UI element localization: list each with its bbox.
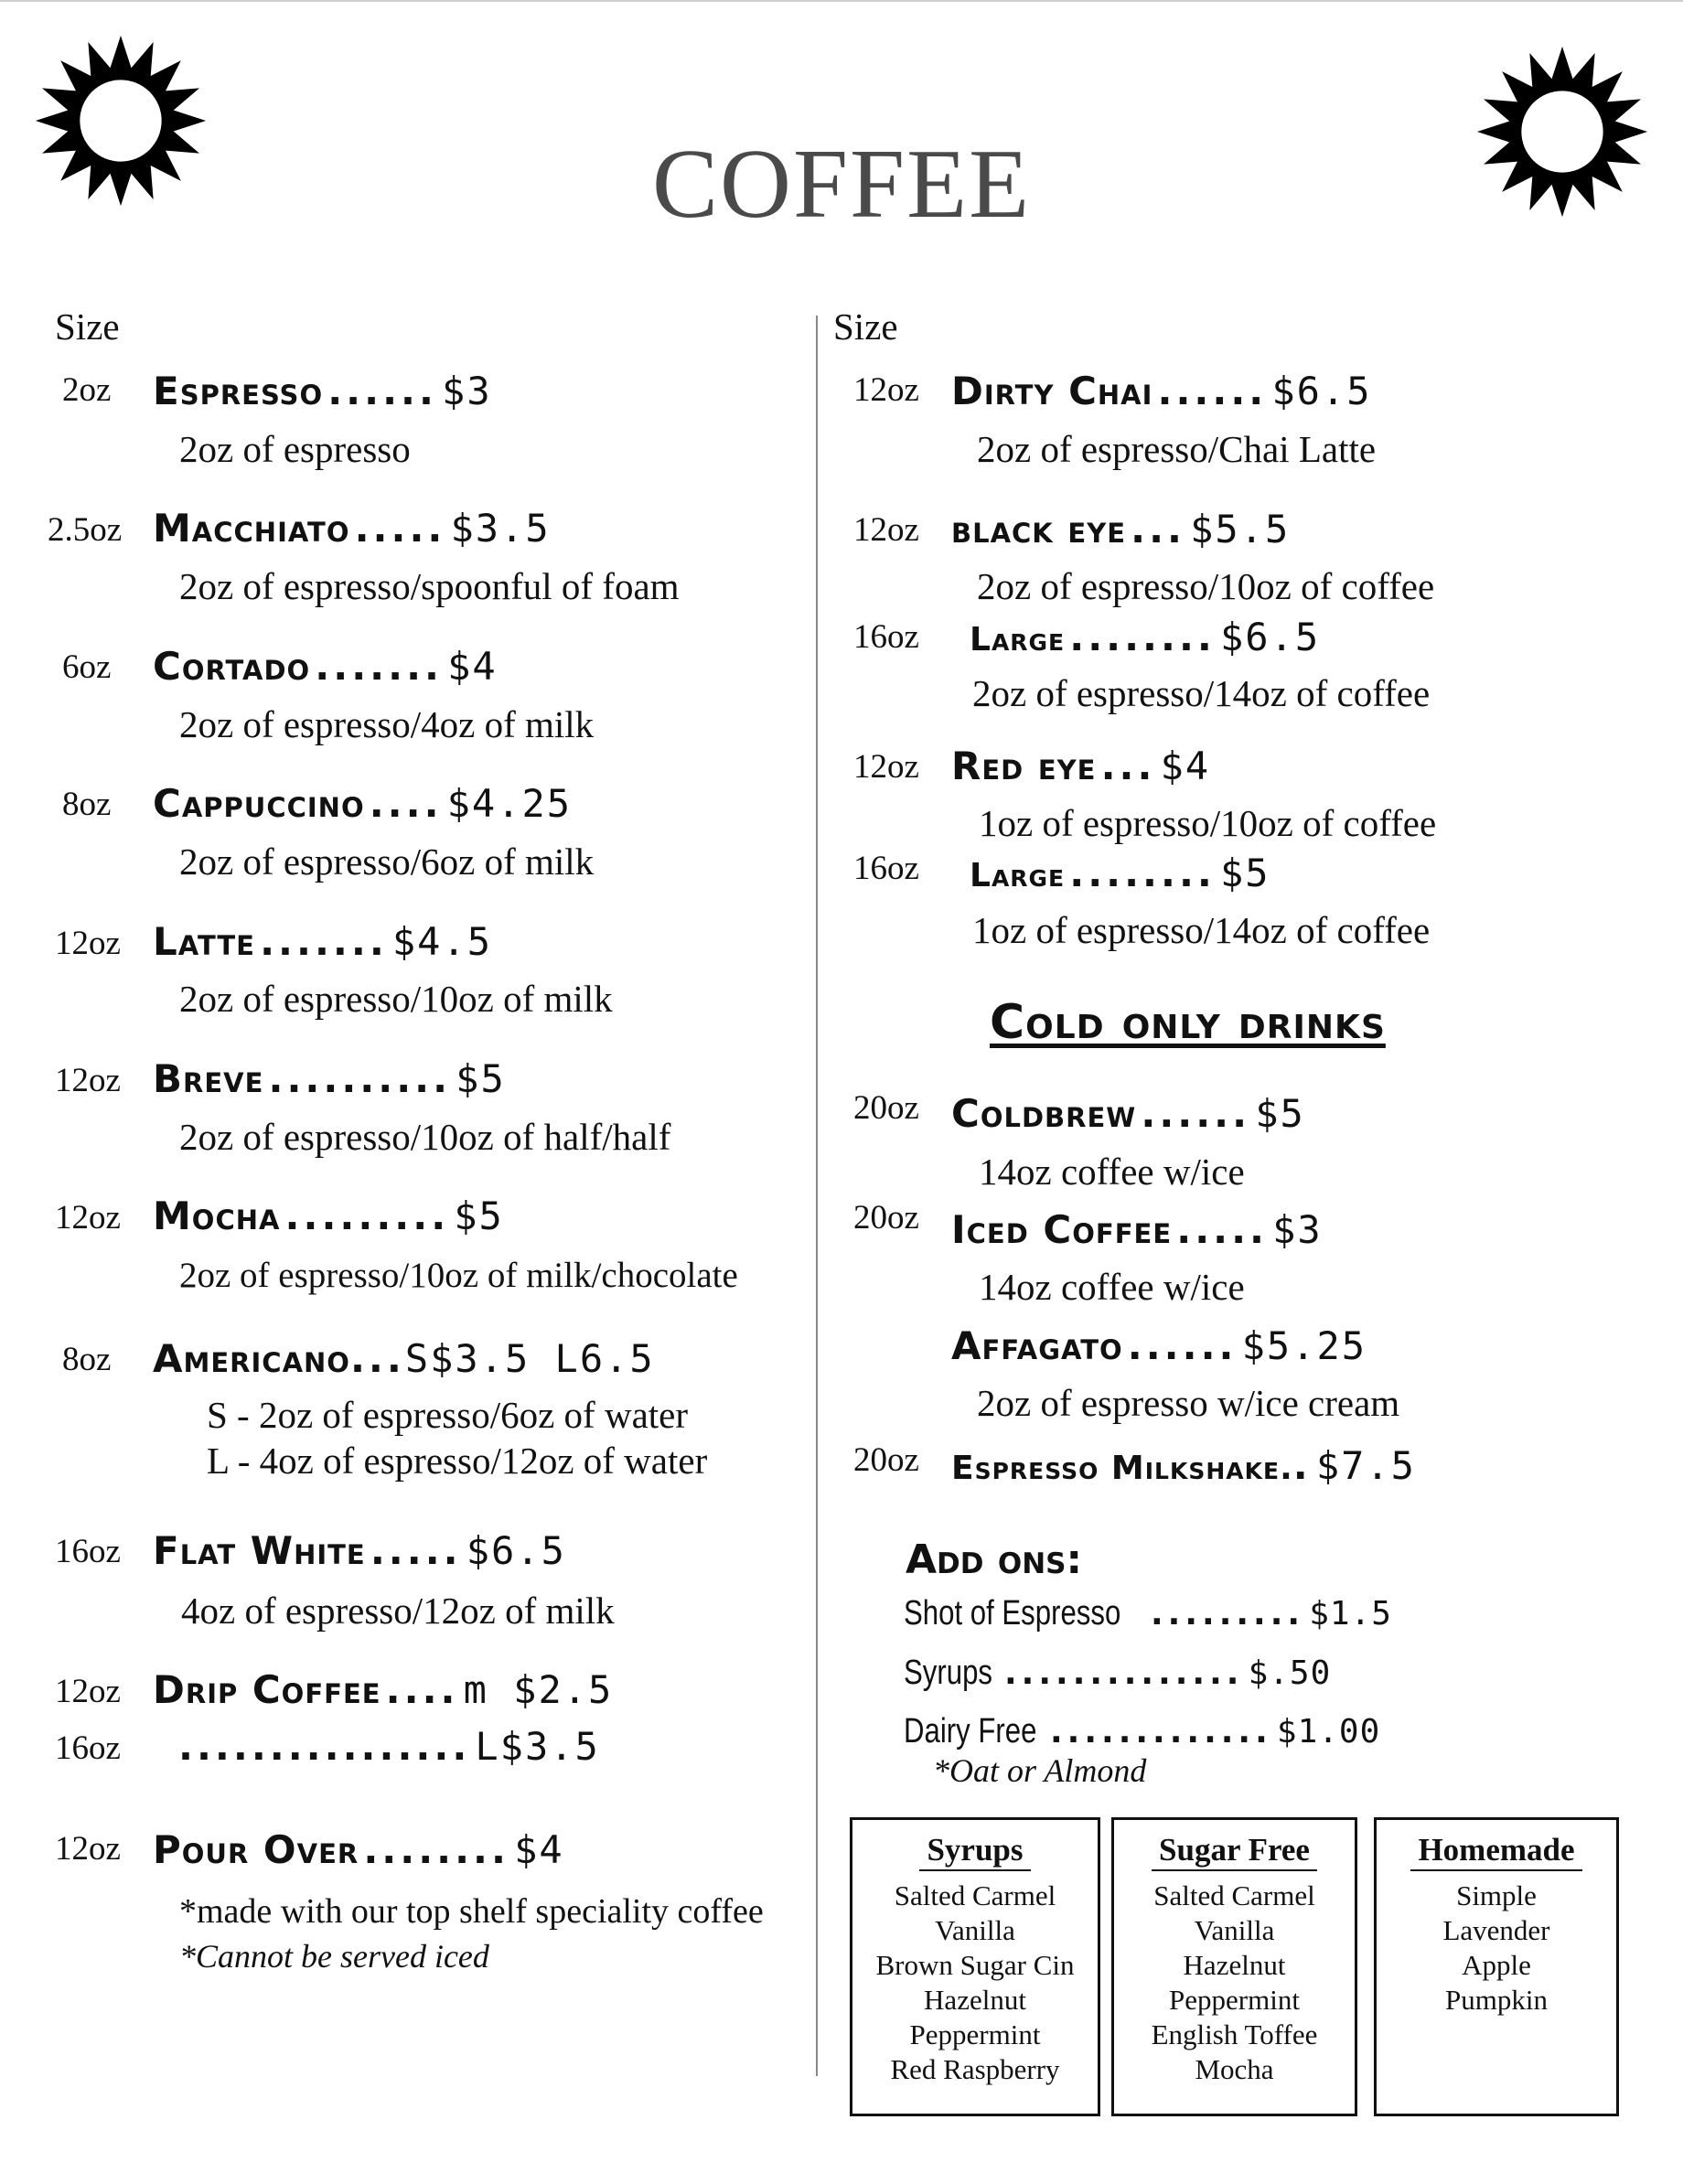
item-size: 8oz <box>62 786 112 823</box>
item-name: Cortado <box>153 644 311 689</box>
item-name: Large <box>970 857 1066 894</box>
item-name: Coldbrew <box>951 1091 1137 1136</box>
item-name: black eye <box>951 507 1127 551</box>
addon-price: $1.00 <box>1276 1713 1381 1750</box>
item-name: Large <box>970 621 1066 658</box>
item-dots: ........ <box>1069 851 1216 895</box>
addon-dots: ......... <box>1151 1595 1305 1633</box>
item-price: $4.25 <box>446 781 573 826</box>
item-name: Drip Coffee <box>153 1667 381 1712</box>
item-dots: ...... <box>1141 1091 1251 1136</box>
item-name: Espresso Milkshake. <box>951 1450 1293 1487</box>
box-item: Peppermint <box>1169 1984 1300 2016</box>
box-item: Red Raspberry <box>890 2053 1060 2085</box>
item-price: $5 <box>456 1056 506 1101</box>
item-size: 12oz <box>55 1062 121 1099</box>
item-description: 2oz of espresso/10oz of milk/chocolate <box>179 1256 738 1295</box>
item-dots: ..... <box>370 1528 462 1573</box>
item-dots: .......... <box>268 1056 452 1101</box>
item-description: 2oz of espresso/4oz of milk <box>179 703 595 745</box>
item-size: 20oz <box>853 1199 919 1237</box>
item-dots: ...... <box>1127 1323 1238 1368</box>
item-size: 8oz <box>62 1341 112 1378</box>
menu-item-latte <box>153 919 492 964</box>
item-price: $4 <box>1160 744 1211 788</box>
syrups-box <box>850 1817 1100 2116</box>
item-price: $4 <box>514 1827 564 1872</box>
menu-item-red-eye-large <box>970 851 1270 895</box>
item-dots: ...... <box>1157 369 1268 413</box>
box-item: Vanilla <box>935 1914 1015 1946</box>
item-description: 2oz of espresso/6oz of milk <box>179 840 595 883</box>
item-size: 16oz <box>55 1533 121 1570</box>
homemade-box <box>1374 1817 1619 2116</box>
size-header-left: Size <box>55 305 120 348</box>
item-dots: ... <box>349 1336 405 1381</box>
item-size: 12oz <box>55 1673 121 1710</box>
item-name: Affagato <box>951 1323 1123 1368</box>
item-dots: ........ <box>1069 615 1216 659</box>
item-description: 14oz coffee w/ice <box>979 1151 1245 1193</box>
box-item: Vanilla <box>1194 1914 1275 1946</box>
menu-item-cappuccino <box>153 781 572 826</box>
item-size: 12oz <box>853 511 919 549</box>
menu-item-espresso <box>153 369 492 413</box>
item-price: $5.5 <box>1190 507 1291 551</box>
size-header-right: Size <box>833 305 898 348</box>
box-item: Salted Carmel <box>894 1879 1056 1911</box>
item-name: Red eye <box>951 744 1097 788</box>
addon-syrups <box>904 1654 1331 1693</box>
item-price: $6.5 <box>466 1528 566 1573</box>
menu-item-black-eye <box>951 507 1290 551</box>
item-dots: ..... <box>1176 1207 1269 1252</box>
box-item: Hazelnut <box>924 1984 1026 2016</box>
box-title: Syrups <box>919 1833 1030 1871</box>
item-dots: ....... <box>260 919 388 964</box>
addon-label: Shot of Espresso <box>904 1594 1121 1633</box>
item-description: 2oz of espresso/Chai Latte <box>977 428 1377 470</box>
addon-price: $1.5 <box>1309 1595 1392 1633</box>
addons-heading: Add ons: <box>906 1536 1083 1583</box>
box-item: Brown Sugar Cin <box>875 1949 1075 1981</box>
addon-label: Dairy Free <box>904 1712 1037 1750</box>
item-description: 1oz of espresso/10oz of coffee <box>979 802 1437 844</box>
menu-item-drip-coffee-large <box>178 1724 600 1769</box>
item-description: 14oz coffee w/ice <box>979 1266 1245 1308</box>
menu-item-black-eye-large <box>970 615 1320 659</box>
item-description: 2oz of espresso <box>179 428 411 470</box>
menu-item-drip-coffee <box>153 1667 613 1712</box>
item-description: 2oz of espresso/spoonful of foam <box>179 565 680 607</box>
item-dots: ...... <box>327 369 437 413</box>
menu-item-affagato <box>951 1323 1367 1368</box>
item-name: Americano <box>153 1336 350 1381</box>
item-description: L - 4oz of espresso/12oz of water <box>207 1440 708 1482</box>
menu-item-cortado <box>153 644 498 689</box>
item-size: 2.5oz <box>48 511 123 549</box>
item-price: $4.5 <box>391 919 493 964</box>
item-size: 16oz <box>853 850 919 887</box>
item-price: $7.5 <box>1315 1443 1416 1488</box>
box-item: Salted Carmel <box>1153 1879 1315 1911</box>
box-title: Homemade <box>1410 1833 1581 1871</box>
item-name: Macchiato <box>153 506 350 551</box>
item-price: $4 <box>447 644 498 689</box>
addon-dairy-free <box>904 1712 1380 1751</box>
item-price: $3 <box>1272 1207 1323 1252</box>
pour-over-note-iced: *Cannot be served iced <box>179 1938 489 1975</box>
addon-shot-of-espresso <box>904 1594 1392 1633</box>
box-item: Simple <box>1456 1879 1537 1911</box>
item-price: L$3.5 <box>475 1724 600 1769</box>
box-item: Mocha <box>1195 2053 1274 2085</box>
item-name: Espresso <box>153 369 324 413</box>
box-item: Pumpkin <box>1445 1984 1548 2016</box>
menu-item-mocha <box>153 1194 504 1238</box>
item-description: 2oz of espresso/10oz of coffee <box>977 565 1435 607</box>
addon-dots: .............. <box>1004 1654 1244 1692</box>
item-price: m $2.5 <box>463 1667 614 1712</box>
item-size: 12oz <box>55 1199 121 1237</box>
pour-over-note: *made with our top shelf speciality coffee <box>179 1892 764 1931</box>
menu-item-iced-coffee <box>951 1207 1323 1252</box>
item-dots: .... <box>369 781 443 826</box>
item-dots: ... <box>1100 744 1156 788</box>
item-name: Iced Coffee <box>951 1207 1173 1252</box>
item-name: Mocha <box>153 1194 281 1238</box>
box-item: Lavender <box>1442 1914 1550 1946</box>
item-size: 6oz <box>62 648 112 686</box>
item-dots: . <box>1292 1443 1312 1488</box>
item-name: Breve <box>153 1056 264 1101</box>
addon-dots: ............. <box>1050 1713 1272 1750</box>
item-price: $3.5 <box>450 506 551 551</box>
item-dots: ......... <box>284 1194 450 1238</box>
item-description: S - 2oz of espresso/6oz of water <box>207 1394 689 1436</box>
item-price: $3 <box>442 369 492 413</box>
page-title: COFFEE <box>651 130 1032 239</box>
item-price: $6.5 <box>1219 615 1321 659</box>
menu-item-coldbrew <box>951 1091 1305 1136</box>
item-description: 2oz of espresso w/ice cream <box>977 1382 1400 1424</box>
item-description: 1oz of espresso/14oz of coffee <box>972 909 1431 951</box>
top-border-line <box>0 0 1683 2</box>
item-price: $5 <box>454 1194 504 1238</box>
item-price: S$3.5 L6.5 <box>404 1336 655 1381</box>
item-name: Dirty Chai <box>951 369 1153 413</box>
menu-item-americano <box>153 1336 655 1381</box>
sugar-free-box <box>1111 1817 1357 2116</box>
box-item: Hazelnut <box>1183 1949 1286 1981</box>
item-dots: ... <box>1131 507 1185 551</box>
item-name: Flat White <box>153 1528 366 1573</box>
menu-item-breve <box>153 1056 506 1101</box>
item-size: 12oz <box>853 371 919 409</box>
item-size: 16oz <box>853 618 919 656</box>
box-title: Sugar Free <box>1152 1833 1317 1871</box>
item-size: 20oz <box>853 1441 919 1479</box>
box-item: Apple <box>1462 1949 1531 1981</box>
item-name: Pour Over <box>153 1827 359 1872</box>
item-size: 12oz <box>55 1830 121 1868</box>
item-description: 2oz of espresso/10oz of milk <box>179 978 613 1020</box>
cold-drinks-heading: Cold only drinks <box>990 995 1386 1050</box>
item-dots: ........ <box>363 1827 509 1872</box>
menu-item-dirty-chai <box>951 369 1372 413</box>
item-name: Cappuccino <box>153 781 365 826</box>
box-item: English Toffee <box>1151 2018 1318 2050</box>
item-dots: .... <box>385 1667 459 1712</box>
item-name: Latte <box>153 919 255 964</box>
menu-item-red-eye <box>951 744 1210 788</box>
box-item: Peppermint <box>909 2018 1041 2050</box>
menu-item-espresso-milkshake <box>951 1443 1416 1488</box>
item-dots: ..... <box>354 506 446 551</box>
item-price: $5 <box>1219 851 1270 895</box>
item-size: 12oz <box>853 748 919 786</box>
item-description: 4oz of espresso/12oz of milk <box>181 1590 615 1632</box>
item-price: $6.5 <box>1271 369 1372 413</box>
item-size: 16oz <box>55 1729 121 1767</box>
dairy-free-note: *Oat or Almond <box>933 1752 1147 1789</box>
item-dots: ....... <box>315 644 443 689</box>
menu-item-pour-over <box>153 1827 564 1872</box>
addon-label: Syrups <box>904 1654 992 1692</box>
item-size: 12oz <box>55 925 121 962</box>
item-description: 2oz of espresso/10oz of half/half <box>179 1116 671 1158</box>
column-divider <box>816 316 818 2076</box>
menu-item-macchiato <box>153 506 551 551</box>
item-size: 20oz <box>853 1089 919 1127</box>
item-size: 2oz <box>62 371 112 409</box>
item-description: 2oz of espresso/14oz of coffee <box>972 672 1431 714</box>
item-price: $5.25 <box>1241 1323 1367 1368</box>
addon-price: $.50 <box>1248 1654 1332 1692</box>
menu-item-flat-white <box>153 1528 566 1573</box>
item-dots: ................ <box>178 1724 471 1769</box>
item-price: $5 <box>1255 1091 1305 1136</box>
